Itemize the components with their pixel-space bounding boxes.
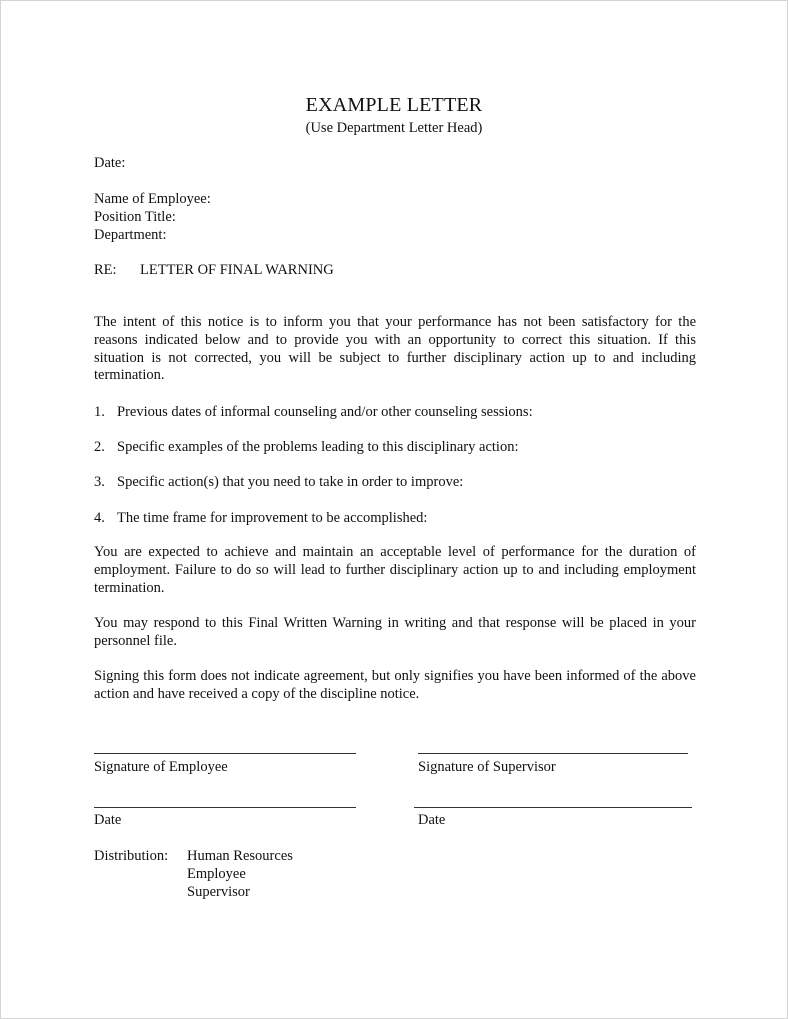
department-field: Department: <box>94 227 167 243</box>
supervisor-date-label: Date <box>418 812 446 828</box>
employee-signature-label: Signature of Employee <box>94 759 228 775</box>
response-paragraph: You may respond to this Final Written Warning in writing and that response will be placed in your personnel file. <box>94 615 696 649</box>
date-field: Date: <box>94 155 126 171</box>
employee-date-line <box>94 807 356 808</box>
supervisor-signature-line <box>418 753 688 754</box>
distribution-label: Distribution: <box>94 848 169 864</box>
distribution-list <box>187 847 293 901</box>
list-item-number: 1. <box>94 404 105 420</box>
signing-paragraph: Signing this form does not indicate agreement, but only signifies you have been informed of the above action and have received a copy of the discipline notice. <box>94 668 696 702</box>
letter-title: EXAMPLE LETTER <box>305 94 483 116</box>
employee-name-field: Name of Employee: <box>94 191 211 207</box>
supervisor-date-line <box>414 807 692 808</box>
list-item-number: 2. <box>94 439 105 455</box>
letter-subtitle: (Use Department Letter Head) <box>305 120 483 136</box>
position-title-field: Position Title: <box>94 209 176 225</box>
intro-paragraph: The intent of this notice is to inform you that your performance has not been satisfactory for the reasons indicated below and to provide you with an opportunity to correct this situation. If this situation is not corrected, you will be subject to further disciplinary action up to and including termination. <box>94 314 696 384</box>
list-item-number: 4. <box>94 510 105 526</box>
list-item: Specific examples of the problems leading to this disciplinary action: <box>117 439 519 455</box>
list-item-number: 3. <box>94 474 105 490</box>
list-item: The time frame for improvement to be accomplished: <box>117 510 428 526</box>
list-item: Specific action(s) that you need to take in order to improve: <box>117 474 464 490</box>
list-item: Previous dates of informal counseling and/or other counseling sessions: <box>117 404 533 420</box>
re-label: RE: <box>94 262 117 278</box>
expectation-paragraph: You are expected to achieve and maintain an acceptable level of performance for the duration of employment. Failure to do so will lead to further disciplinary action up to and including employment termination. <box>94 544 696 596</box>
distribution-recipient: Supervisor <box>187 884 250 900</box>
re-subject: LETTER OF FINAL WARNING <box>140 262 334 278</box>
distribution-recipient: Human Resources <box>187 848 293 864</box>
distribution-recipient: Employee <box>187 866 246 882</box>
supervisor-signature-label: Signature of Supervisor <box>418 759 556 775</box>
employee-signature-line <box>94 753 356 754</box>
employee-date-label: Date <box>94 812 122 828</box>
